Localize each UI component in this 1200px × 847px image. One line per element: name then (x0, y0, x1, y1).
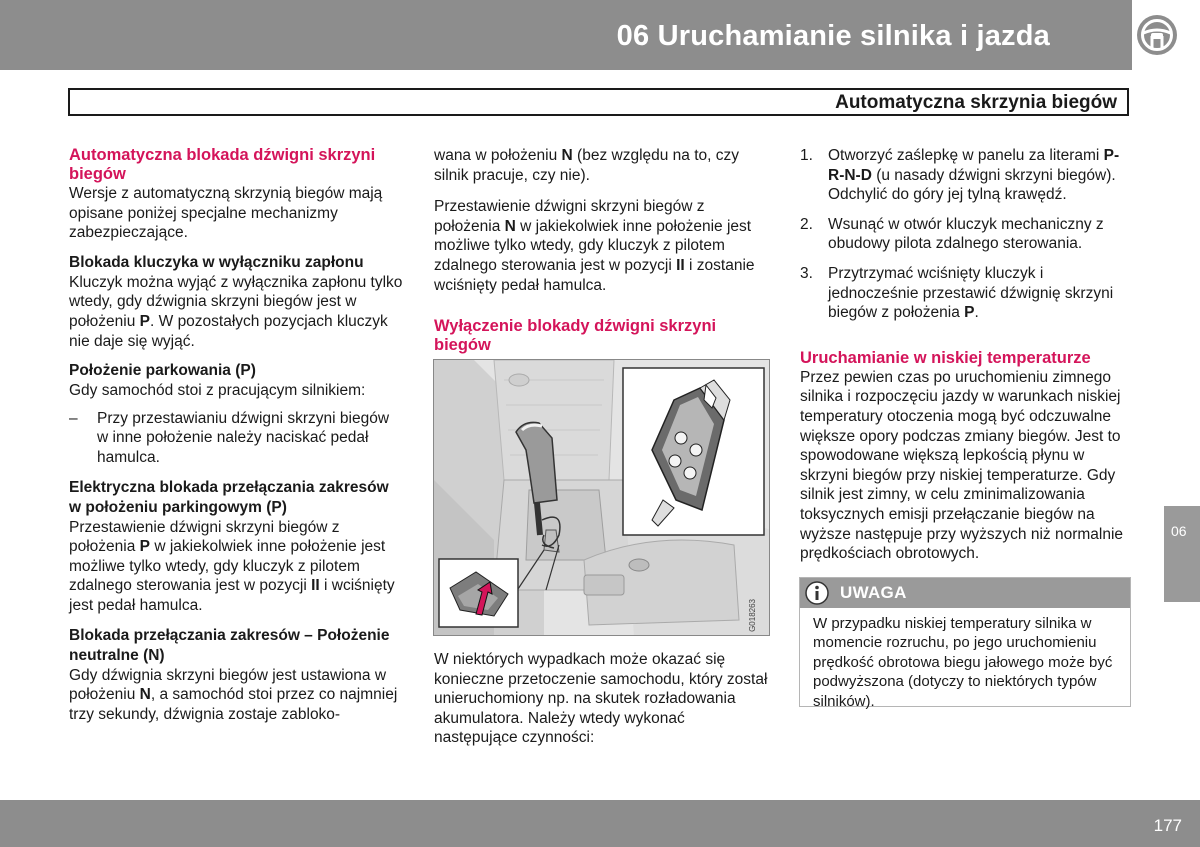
step-text: Przytrzymać wciśnięty kluczyk i jednocześnie przestawić dźwignię skrzyni biegów z położenia P. (828, 264, 1114, 322)
info-icon (805, 581, 829, 605)
heading-auto-lock: Automatyczna blokada dźwigni skrzyni biegów (69, 146, 376, 183)
note-box (799, 577, 1131, 710)
gear-lever-drawing (434, 360, 770, 636)
step-item (800, 146, 1130, 205)
footer-bar (0, 800, 1200, 847)
column-1 (69, 146, 403, 736)
heading-park-position: Położenie parkowania (P) (69, 362, 256, 380)
step-number: 3. (800, 264, 813, 282)
section-title: Automatyczna skrzynia biegów (835, 92, 1117, 113)
column-2 (434, 146, 768, 355)
paragraph-electric-lock: Przestawienie dźwigni skrzyni biegów z położenia P w jakiekolwiek inne położenie jest możliwe tylko wtedy, gdy kluczyk z pilotem zdalnego sterowania jest w pozycji II i wciśnięty jest pedał hamulca. (69, 518, 395, 614)
paragraph-neutral-continued: wana w położeniu N (bez względu na to, czy silnik pracuje, czy nie). (434, 147, 740, 184)
list-item (69, 409, 403, 468)
heading-electric-lock: Elektryczna blokada przełączania zakresów w położeniu parkingowym (P) (69, 478, 389, 516)
chapter-title: 06 Uruchamianie silnika i jazda (616, 20, 1050, 52)
paragraph-cold-start: Przez pewien czas po uruchomieniu zimnego silnika i rozpoczęciu jazdy w warunkach niskiej temperatury otoczenia mogą być odczuwalne większe opory podczas zmiany biegów. Jest to spowodowane większą lepkością płynu w skrzyni biegów przy niskiej temperaturze. Gdy silnik jest zimny, w celu zminimalizowania toksycznych emisji przełączanie biegów na wyższe następuje przy wyższych niż normalnie prędkościach obrotowych. (800, 368, 1124, 563)
step-item (800, 264, 1130, 323)
paragraph-neutral-lock: Gdy dźwignia skrzyni biegów jest ustawiona w położeniu N, a samochód stoi przez co najmniej trzy sekundy, dźwignia zostaje zabloko- (69, 666, 398, 723)
step-item (800, 215, 1130, 254)
dash-marker: – (69, 409, 78, 427)
heading-key-lock: Blokada kluczyka w wyłączniku zapłonu (69, 253, 364, 271)
paragraph-intro: Wersje z automatyczną skrzynią biegów mają opisane poniżej specjalne mechanizmy zabezpieczające. (69, 185, 383, 242)
column-3 (800, 146, 1130, 576)
heading-cold-start: Uruchamianie w niskiej temperaturze (800, 348, 1091, 367)
note-title: UWAGA (840, 583, 907, 602)
step-text: Otworzyć zaślepkę w panelu za literami P-R-N-D (u nasady dźwigni skrzyni biegów). Odchylić do góry jej tylną krawędź. (828, 147, 1120, 204)
paragraph-move-from-n: Przestawienie dźwigni skrzyni biegów z położenia N w jakiekolwiek inne położenie jest możliwe tylko wtedy, gdy kluczyk z pilotem zdalnego sterowania jest w pozycji II i zostanie wciśnięty pedał hamulca. (434, 198, 755, 294)
column-2-lower (434, 650, 768, 760)
gear-lever-illustration (433, 359, 770, 636)
step-number: 2. (800, 215, 813, 233)
heading-neutral-lock: Blokada przełączania zakresów – Położenie neutralne (N) (69, 626, 390, 664)
chapter-side-tab (1164, 506, 1200, 602)
paragraph-tow-intro: W niektórych wypadkach może okazać się konieczne przetoczenie samochodu, który został unieruchomiony np. na skutek rozładowania akumulatora. Należy wtedy wykonać następujące czynności: (434, 651, 768, 747)
heading-release-lock: Wyłączenie blokady dźwigni skrzyni biegów (434, 317, 717, 355)
note-text: W przypadku niskiej temperatury silnika w momencie rozruchu, po jego uruchomieniu prędkość obrotowa biegu jałowego może być podwyższona (dotyczy to niektórych typów silników). (813, 615, 1113, 710)
section-title-box (68, 88, 1129, 116)
chapter-header-bar (0, 0, 1132, 70)
steering-wheel-icon (1136, 14, 1178, 56)
figure-code: G018263 (748, 599, 757, 632)
paragraph-key-lock: Kluczyk można wyjąć z wyłącznika zapłonu tylko wtedy, gdy dźwignia skrzyni biegów jest w położeniu P. W pozostałych pozycjach kluczyk nie daje się wyjąć. (69, 273, 403, 350)
step-number: 1. (800, 147, 813, 164)
list-item-text: Przy przestawianiu dźwigni skrzyni biegów w inne położenie należy naciskać pedał hamulca. (97, 409, 390, 466)
paragraph-park: Gdy samochód stoi z pracującym silnikiem: (69, 382, 366, 400)
chapter-side-tab-label: 06 (1171, 523, 1187, 539)
step-text: Wsunąć w otwór kluczyk mechaniczny z obudowy pilota zdalnego sterowania. (828, 215, 1104, 253)
page-number: 177 (1153, 816, 1182, 835)
note-header (800, 578, 1130, 608)
